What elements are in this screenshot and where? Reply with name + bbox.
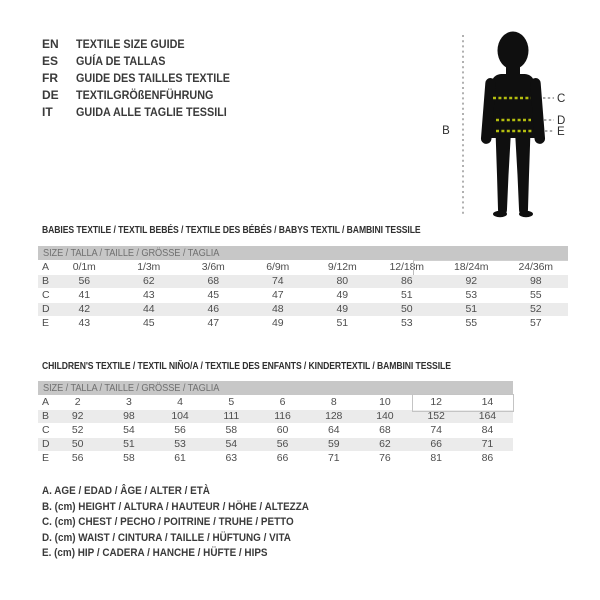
- legend-line-text: E. (cm) HIP / CADERA / HANCHE / HÜFTE / HIPS: [42, 547, 268, 560]
- legend-line-text: A. AGE / EDAD / ÂGE / ALTER / ETÀ: [42, 485, 210, 497]
- size-cell: 71: [327, 452, 340, 464]
- language-label: GUIDE DES TAILLES TEXTILE: [76, 71, 231, 85]
- size-cell: 52: [504, 302, 569, 316]
- size-cell: 3/6m: [201, 261, 225, 273]
- silhouette-right-leg: [515, 131, 531, 216]
- table-row: [38, 288, 568, 302]
- row-label: E: [42, 452, 49, 464]
- size-cell: 63: [225, 452, 237, 464]
- size-cell: 92: [52, 409, 103, 423]
- children-table-header-band: [38, 381, 513, 395]
- label-chest-c: C: [557, 93, 566, 105]
- size-cell: 81: [430, 452, 442, 464]
- language-label: TEXTILE SIZE GUIDE: [76, 37, 185, 51]
- size-cell: 14: [481, 396, 494, 408]
- table-row: [38, 451, 513, 465]
- table-row: [38, 437, 513, 451]
- legend-line-text: D. (cm) WAIST / CINTURA / TAILLE / HÜFTUNG / VITA: [42, 531, 291, 544]
- size-cell: 104: [154, 409, 205, 423]
- children-table-header-text: SIZE / TALLA / TAILLE / GRÖSSE / TAGLIA: [43, 382, 220, 394]
- size-cell: 0/1m: [72, 261, 96, 273]
- babies-size-table: [38, 246, 568, 330]
- size-cell: 45: [143, 317, 155, 329]
- size-cell: 56: [71, 452, 84, 464]
- size-cell: 98: [103, 409, 154, 423]
- size-cell: 111: [206, 409, 257, 423]
- row-label: B: [38, 274, 52, 288]
- size-cell: 12/18m: [389, 261, 424, 273]
- size-cell: 6/9m: [266, 261, 290, 273]
- size-cell: 140: [359, 409, 410, 423]
- language-row: [42, 87, 247, 104]
- size-cell: 74: [246, 274, 311, 288]
- size-cell: 68: [181, 274, 246, 288]
- size-cell: 56: [174, 424, 186, 436]
- legend-line-text: B. (cm) HEIGHT / ALTURA / HAUTEUR / HÖHE / ALTEZZA: [42, 500, 309, 513]
- legend-line: [42, 546, 339, 562]
- row-label: B: [38, 409, 52, 423]
- size-cell: 66: [276, 452, 289, 464]
- size-cell: 86: [375, 274, 440, 288]
- size-cell: 61: [174, 452, 186, 464]
- size-cell: 41: [78, 289, 90, 301]
- table-row: [38, 260, 568, 274]
- language-row: [42, 70, 247, 87]
- size-cell: 53: [465, 289, 477, 301]
- row-label: A: [42, 396, 49, 408]
- language-row: [42, 53, 247, 70]
- size-cell: 76: [379, 452, 391, 464]
- silhouette-torso: [490, 74, 537, 138]
- row-label: C: [42, 289, 50, 301]
- row-label: D: [38, 302, 52, 316]
- label-waist-d: D: [557, 115, 566, 127]
- language-code: FR: [42, 71, 58, 85]
- size-cell: 57: [530, 317, 542, 329]
- children-table-header-row: [38, 381, 513, 395]
- size-cell: 84: [481, 424, 494, 436]
- size-cell: 18/24m: [454, 261, 489, 273]
- size-cell: 68: [379, 424, 391, 436]
- label-hip-e: E: [557, 126, 565, 138]
- measurement-legend: [42, 484, 339, 562]
- row-label: A: [42, 261, 49, 273]
- babies-section-title: [42, 224, 504, 236]
- size-cell: 2: [74, 396, 81, 408]
- size-cell: 43: [143, 289, 155, 301]
- size-cell: 164: [462, 409, 513, 423]
- size-cell: 44: [117, 302, 182, 316]
- size-cell: 55: [530, 289, 542, 301]
- child-figure: [440, 25, 575, 225]
- size-cell: 71: [462, 437, 513, 451]
- size-cell: 92: [439, 274, 504, 288]
- size-cell: 54: [206, 437, 257, 451]
- size-cell: 152: [411, 409, 462, 423]
- size-cell: 80: [310, 274, 375, 288]
- language-row: [42, 104, 247, 121]
- label-height-b: B: [442, 125, 450, 137]
- size-cell: 10: [379, 396, 391, 408]
- size-cell: 86: [481, 452, 494, 464]
- table-row: [38, 274, 568, 288]
- size-cell: 24/36m: [518, 261, 553, 273]
- legend-line: [42, 531, 339, 547]
- babies-table-header-band: [38, 246, 568, 260]
- table-row: [38, 423, 513, 437]
- child-silhouette: [481, 32, 546, 218]
- babies-section-title-text: BABIES TEXTILE / TEXTIL BEBÉS / TEXTILE DES BÉBÉS / BABYS TEXTIL / BAMBINI TESSILE: [42, 224, 421, 236]
- size-cell: 51: [336, 317, 348, 329]
- language-label: GUÍA DE TALLAS: [76, 54, 166, 68]
- language-label: TEXTILGRÖßENFÜHRUNG: [76, 88, 214, 102]
- row-label: E: [42, 317, 49, 329]
- children-section-title: [42, 360, 541, 372]
- size-cell: 62: [117, 274, 182, 288]
- size-cell: 51: [439, 302, 504, 316]
- children-section-title-text: CHILDREN'S TEXTILE / TEXTIL NIÑO/A / TEXTILE DES ENFANTS / KINDERTEXTIL / BAMBINI TESSILE: [42, 360, 451, 372]
- size-cell: 3: [125, 396, 132, 408]
- size-cell: 45: [207, 289, 219, 301]
- table-row: [38, 316, 568, 330]
- silhouette-left-foot: [493, 211, 507, 217]
- size-cell: 56: [52, 274, 117, 288]
- row-label: D: [38, 437, 52, 451]
- size-cell: 5: [228, 396, 235, 408]
- babies-table-header-text: SIZE / TALLA / TAILLE / GRÖSSE / TAGLIA: [43, 247, 220, 259]
- size-cell: 98: [504, 274, 569, 288]
- size-cell: 128: [308, 409, 359, 423]
- size-cell: 51: [401, 289, 413, 301]
- legend-line: [42, 500, 339, 516]
- size-cell: 50: [375, 302, 440, 316]
- row-label: C: [42, 424, 50, 436]
- language-label: GUIDA ALLE TAGLIE TESSILI: [76, 105, 227, 119]
- size-cell: 46: [181, 302, 246, 316]
- size-cell: 58: [123, 452, 135, 464]
- language-row: [42, 36, 247, 53]
- size-cell: 42: [52, 302, 117, 316]
- legend-line-text: C. (cm) CHEST / PECHO / POITRINE / TRUHE / PETTO: [42, 516, 294, 529]
- size-cell: 49: [310, 302, 375, 316]
- size-cell: 116: [257, 409, 308, 423]
- size-cell: 47: [207, 317, 219, 329]
- language-code: DE: [42, 88, 59, 102]
- size-cell: 9/12m: [327, 261, 357, 273]
- size-cell: 58: [225, 424, 237, 436]
- size-cell: 49: [272, 317, 284, 329]
- legend-line: [42, 484, 339, 500]
- size-cell: 47: [272, 289, 284, 301]
- size-cell: 56: [257, 437, 308, 451]
- size-cell: 8: [330, 396, 337, 408]
- size-cell: 43: [78, 317, 90, 329]
- language-code: ES: [42, 54, 59, 68]
- size-cell: 62: [359, 437, 410, 451]
- size-cell: 6: [279, 396, 286, 408]
- table-row: [38, 395, 513, 409]
- language-list: [42, 36, 247, 121]
- legend-line: [42, 515, 339, 531]
- table-row: [38, 302, 568, 316]
- size-cell: 1/3m: [137, 261, 161, 273]
- silhouette-right-foot: [519, 211, 533, 217]
- babies-table-header-row: [38, 246, 568, 260]
- size-cell: 12: [430, 396, 442, 408]
- size-cell: 53: [154, 437, 205, 451]
- size-cell: 51: [103, 437, 154, 451]
- size-cell: 55: [465, 317, 477, 329]
- size-cell: 52: [71, 424, 84, 436]
- size-cell: 54: [123, 424, 135, 436]
- size-cell: 53: [401, 317, 413, 329]
- size-cell: 74: [430, 424, 442, 436]
- language-code: EN: [42, 37, 59, 51]
- language-code: IT: [42, 105, 53, 119]
- size-cell: 64: [327, 424, 340, 436]
- size-cell: 48: [246, 302, 311, 316]
- table-row: [38, 409, 513, 423]
- size-cell: 4: [177, 396, 183, 408]
- silhouette-left-leg: [496, 131, 512, 216]
- children-size-table: [38, 381, 513, 465]
- size-cell: 59: [308, 437, 359, 451]
- size-cell: 60: [276, 424, 289, 436]
- size-cell: 49: [336, 289, 348, 301]
- size-cell: 66: [411, 437, 462, 451]
- size-cell: 50: [52, 437, 103, 451]
